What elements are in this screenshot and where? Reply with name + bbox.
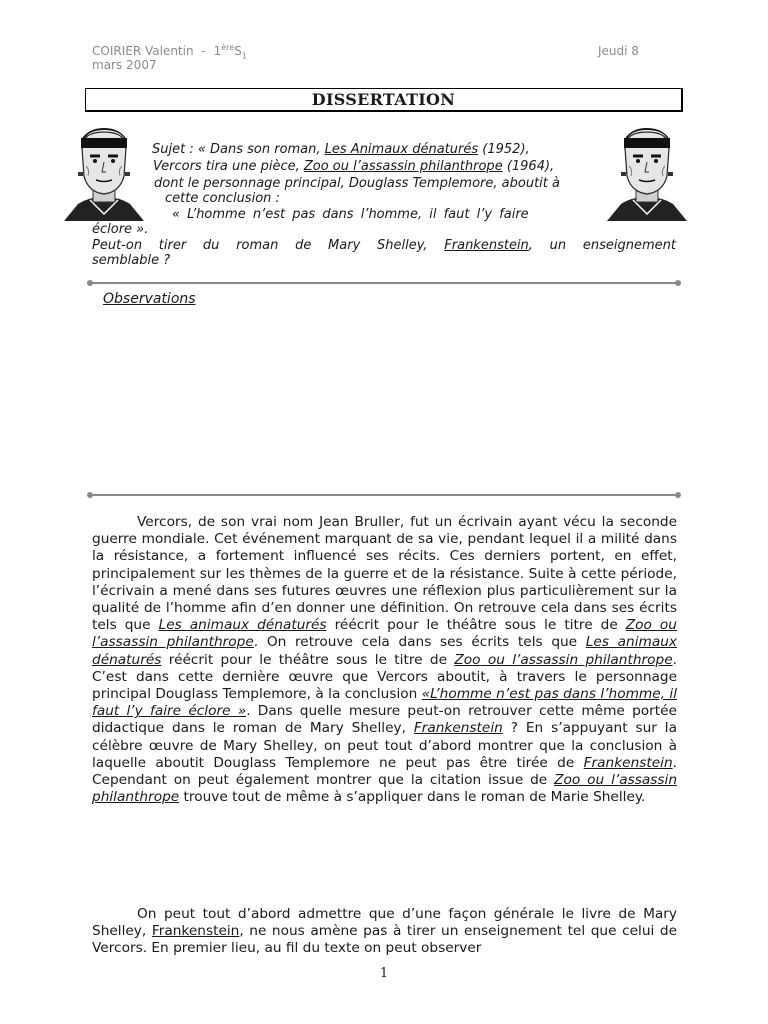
- subject-line-4: cette conclusion :: [165, 191, 280, 206]
- author-class-header: COIRIER Valentin - $1èreS_1$: [92, 43, 247, 61]
- divider-top: [90, 282, 678, 284]
- title-zoo: Zoo ou l’assassin philanthrope: [303, 159, 503, 174]
- frankenstein-portrait-right: [600, 126, 694, 222]
- intro-paragraph: Vercors, de son vrai nom Jean Bruller, fut un écrivain ayant vécu la seconde guerre mondiale. Cet événement marquant de sa vie, pendant lequel il a milité dans la résistance, a fortement influencé ses récits. Ces derniers portent, en effet, principalement sur les thèmes de la guerre et de la résistance. Suite à cette période, l’écrivain a mené dans ses futures œuvres une réflexion plus particulièrement sur la qualité de l’homme afin d’en donner une définition. On retrouve cela dans ses écrits tels que Les animaux dénaturés réécrit pour le théâtre sous le titre de Zoo ou l’assassin philanthrope. On retrouve cela dans ses écrits tels que Les animaux dénaturés réécrit pour le théâtre sous le titre de Zoo ou l’assassin philanthrope. C’est dans cette dernière œuvre que Vercors aboutit, à travers le personnage principal Douglass Templemore, à la conclusion «L’homme n’est pas dans l’homme, il faut l’y faire éclore ». Dans quelle mesure peut-on retrouver cette même portée didactique dans le roman de Mary Shelley, Frankenstein ? En s’appuyant sur la célèbre œuvre de Mary Shelley, on peut tout d’abord montrer que la conclusion à laquelle aboutit Douglass Templemore ne peut pas être tirée de Frankenstein. Cependant on peut également montrer que la citation issue de Zoo ou l’assassin philanthrope trouve tout de même à s’appliquer dans le roman de Marie Shelley.: [92, 514, 678, 806]
- date-part2: mars 2007: [92, 58, 157, 72]
- subject-line-1: Sujet : « Dans son roman, Les Animaux dénaturés (1952),: [152, 142, 530, 157]
- subject-line-3: dont le personnage principal, Douglass Templemore, aboutit à: [154, 176, 560, 191]
- subject-line-2: Vercors tira une pièce, Zoo ou l’assassin philanthrope (1964),: [153, 159, 555, 174]
- subject-line-5: « L’homme n’est pas dans l’homme, il faut l’y faire: [172, 207, 529, 222]
- class-label: $1èreS_1$: [213, 43, 247, 61]
- subject-line-8: semblable ?: [92, 253, 171, 268]
- observations-heading: Observations: [103, 291, 196, 307]
- divider-bottom: [90, 494, 678, 496]
- frankenstein-portrait-left: [60, 126, 148, 222]
- title-frankenstein: Frankenstein: [444, 238, 529, 253]
- page-number: 1: [379, 966, 389, 981]
- page-title: DISSERTATION: [85, 88, 683, 112]
- author-name: COIRIER Valentin: [92, 44, 194, 58]
- title-animaux: Les Animaux dénaturés: [324, 142, 479, 157]
- subject-line-6: éclore ».: [92, 222, 149, 237]
- body-paragraph-2: On peut tout d’abord admettre que d’une façon générale le livre de Mary Shelley, Frankenstein, ne nous amène pas à tirer un enseignement tel que celui de Vercors. En premier lieu, au fil du texte on peut observer: [92, 906, 677, 957]
- subject-line-7: Peut-on tirer du roman de Mary Shelley, Frankenstein, un enseignement: [92, 238, 676, 253]
- date-part1: Jeudi 8: [598, 44, 639, 58]
